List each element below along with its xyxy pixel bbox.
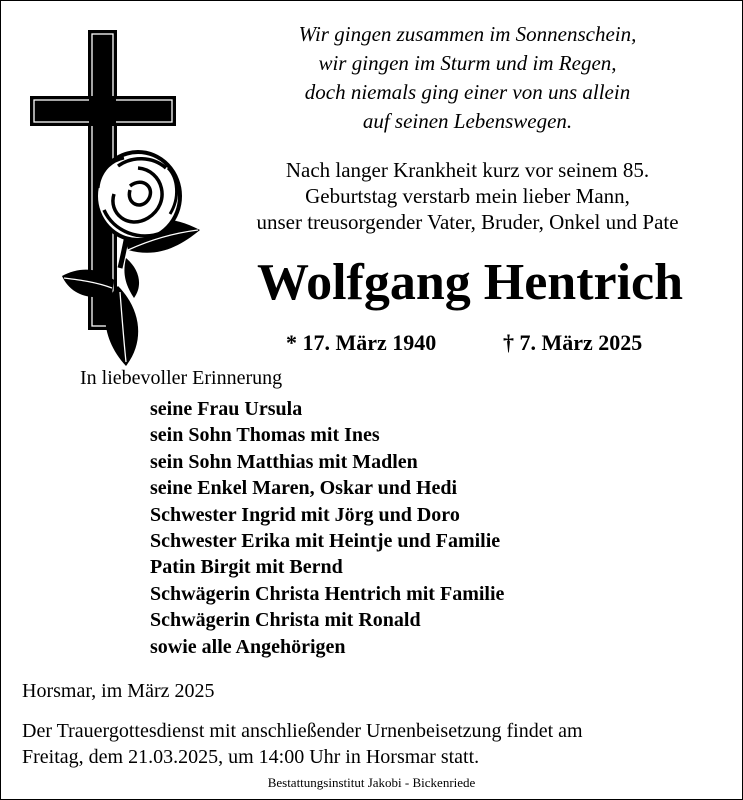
poem bbox=[235, 20, 700, 136]
service-line: Freitag, dem 21.03.2025, um 14:00 Uhr in Horsmar statt. bbox=[22, 746, 480, 768]
birth-date: * 17. März 1940 bbox=[286, 330, 437, 355]
poem-line: doch niemals ging einer von uns allein bbox=[304, 80, 631, 104]
mourner-entry: seine Enkel Maren, Oskar und Hedi bbox=[150, 477, 458, 500]
deceased-name: Wolfgang Hentrich bbox=[256, 254, 684, 311]
mourner-entry: Patin Birgit mit Bernd bbox=[150, 556, 343, 579]
poem-line: auf seinen Lebenswegen. bbox=[362, 109, 573, 133]
mourner-entry: seine Frau Ursula bbox=[150, 398, 303, 420]
cross-rose-emblem bbox=[28, 18, 208, 378]
mourner-entry: Schwägerin Christa mit Ronald bbox=[150, 609, 421, 632]
service-info bbox=[22, 718, 722, 770]
intro-line: Nach langer Krankheit kurz vor seinem 85. bbox=[285, 158, 650, 182]
service-line: Der Trauergottesdienst mit anschließender Urnenbeisetzung findet am bbox=[22, 720, 583, 742]
mourner-entry: Schwester Ingrid mit Jörg und Doro bbox=[150, 503, 460, 526]
mourner-entry: Schwägerin Christa Hentrich mit Familie bbox=[150, 582, 505, 605]
place-date: Horsmar, im März 2025 bbox=[22, 680, 215, 702]
rose-icon bbox=[62, 152, 200, 366]
mourner-entry: sein Sohn Thomas mit Ines bbox=[150, 424, 380, 447]
memory-line: In liebevoller Erinnerung bbox=[80, 367, 283, 389]
poem-line: wir gingen im Sturm und im Regen, bbox=[318, 51, 617, 75]
intro-text bbox=[230, 157, 705, 235]
intro-line: Geburtstag verstarb mein lieber Mann, bbox=[305, 184, 630, 208]
poem-line: Wir gingen zusammen im Sonnenschein, bbox=[298, 22, 637, 46]
mourner-entry: Schwester Erika mit Heintje und Familie bbox=[150, 530, 501, 553]
mourner-entry: sowie alle Angehörigen bbox=[150, 635, 346, 658]
mourners-list bbox=[150, 396, 504, 660]
intro-line: unser treusorgender Vater, Bruder, Onkel und Pate bbox=[256, 210, 679, 234]
undertaker-credit: Bestattungsinstitut Jakobi - Bickenriede bbox=[267, 775, 476, 790]
death-date: † 7. März 2025 bbox=[503, 330, 643, 355]
mourner-entry: sein Sohn Matthias mit Madlen bbox=[150, 450, 418, 473]
